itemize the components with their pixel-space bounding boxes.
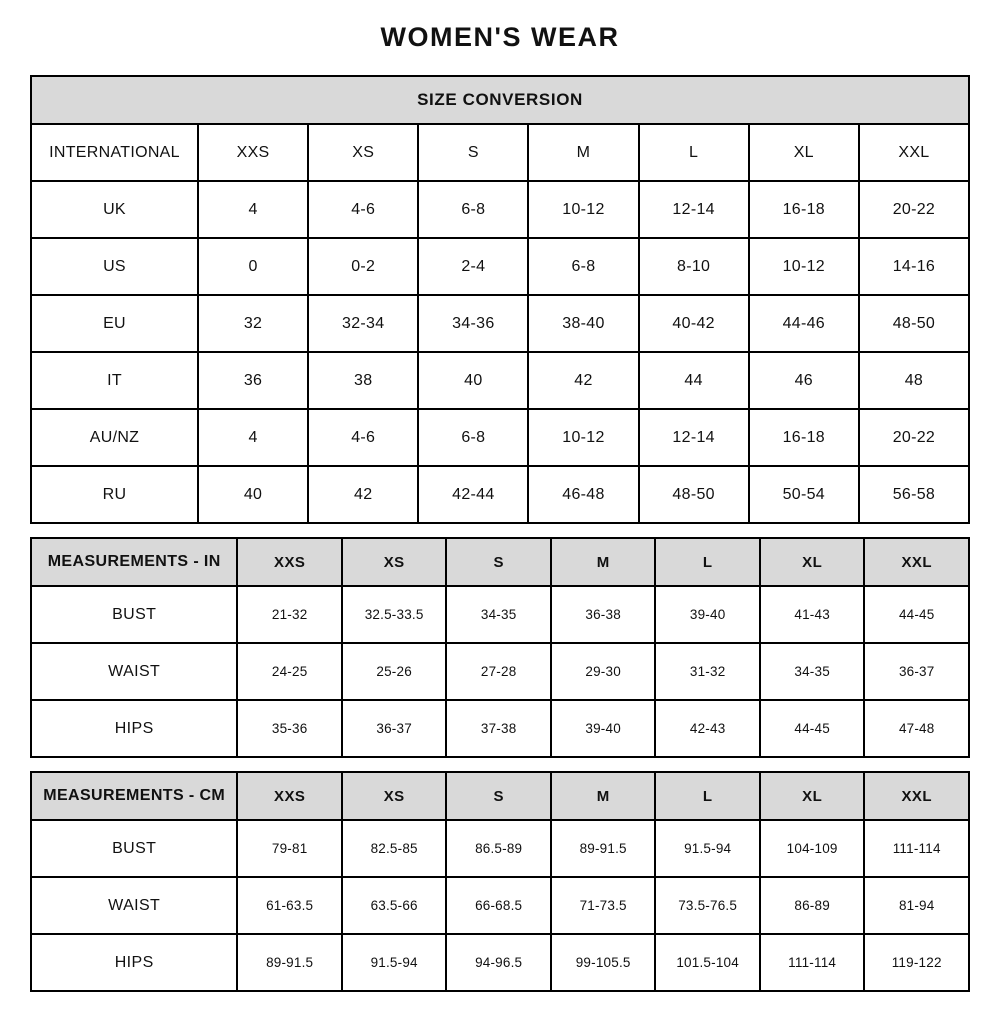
table-cell: 111-114 xyxy=(760,934,865,991)
table-cell: 71-73.5 xyxy=(551,877,656,934)
table-cell: 42 xyxy=(308,466,418,523)
table-cell: 4 xyxy=(198,181,308,238)
table-cell: 6-8 xyxy=(528,238,638,295)
row-label: HIPS xyxy=(31,700,237,757)
table-cell: XL xyxy=(749,124,859,181)
table-cell: XXL xyxy=(864,772,969,820)
table-cell: 34-36 xyxy=(418,295,528,352)
table-cell: 119-122 xyxy=(864,934,969,991)
table-cell: 27-28 xyxy=(446,643,551,700)
table-cell: 24-25 xyxy=(237,643,342,700)
table-cell: M xyxy=(528,124,638,181)
size-conversion-head xyxy=(31,76,969,124)
table-cell: 86-89 xyxy=(760,877,865,934)
row-label: US xyxy=(31,238,198,295)
table-cell: 47-48 xyxy=(864,700,969,757)
table-cell: 99-105.5 xyxy=(551,934,656,991)
row-label: UK xyxy=(31,181,198,238)
table-cell: 86.5-89 xyxy=(446,820,551,877)
table-cell: 8-10 xyxy=(639,238,749,295)
table-cell: 32 xyxy=(198,295,308,352)
table-cell: 94-96.5 xyxy=(446,934,551,991)
size-conversion-title: SIZE CONVERSION xyxy=(31,76,969,124)
table-cell: 40 xyxy=(198,466,308,523)
table-row xyxy=(31,877,969,934)
table-row xyxy=(31,76,969,124)
table-row xyxy=(31,700,969,757)
table-cell: 12-14 xyxy=(639,181,749,238)
row-label: RU xyxy=(31,466,198,523)
table-cell: 40 xyxy=(418,352,528,409)
table-cell: 16-18 xyxy=(749,181,859,238)
row-label: INTERNATIONAL xyxy=(31,124,198,181)
table-cell: 66-68.5 xyxy=(446,877,551,934)
table-cell: XXS xyxy=(198,124,308,181)
table-cell: 2-4 xyxy=(418,238,528,295)
row-label: AU/NZ xyxy=(31,409,198,466)
table-cell: 29-30 xyxy=(551,643,656,700)
table-cell: 46-48 xyxy=(528,466,638,523)
table-cell: XS xyxy=(342,538,447,586)
table-cell: XS xyxy=(342,772,447,820)
table-cell: 6-8 xyxy=(418,181,528,238)
row-label: IT xyxy=(31,352,198,409)
table-cell: 34-35 xyxy=(760,643,865,700)
table-row xyxy=(31,586,969,643)
table-cell: 73.5-76.5 xyxy=(655,877,760,934)
table-cell: 4-6 xyxy=(308,409,418,466)
table-cell: 10-12 xyxy=(528,181,638,238)
table-cell: 36-37 xyxy=(864,643,969,700)
table-cell: 20-22 xyxy=(859,181,969,238)
row-label: BUST xyxy=(31,820,237,877)
table-cell: 111-114 xyxy=(864,820,969,877)
table-cell: 0 xyxy=(198,238,308,295)
table-cell: 6-8 xyxy=(418,409,528,466)
table-cell: S xyxy=(418,124,528,181)
table-cell: XXS xyxy=(237,772,342,820)
table-cell: 61-63.5 xyxy=(237,877,342,934)
row-label: EU xyxy=(31,295,198,352)
table-row xyxy=(31,466,969,523)
table-cell: 39-40 xyxy=(551,700,656,757)
table-cell: 25-26 xyxy=(342,643,447,700)
measurements-cm-body xyxy=(31,820,969,991)
table-cell: 46 xyxy=(749,352,859,409)
table-cell: S xyxy=(446,772,551,820)
table-row xyxy=(31,181,969,238)
table-row xyxy=(31,820,969,877)
page-title: WOMEN'S WEAR xyxy=(380,22,620,52)
table-row xyxy=(31,352,969,409)
table-cell: XL xyxy=(760,772,865,820)
table-cell: 63.5-66 xyxy=(342,877,447,934)
table-cell: 14-16 xyxy=(859,238,969,295)
table-cell: L xyxy=(639,124,749,181)
table-cell: 4-6 xyxy=(308,181,418,238)
table-cell: 34-35 xyxy=(446,586,551,643)
table-row xyxy=(31,124,969,181)
table-cell: 89-91.5 xyxy=(237,934,342,991)
row-label: HIPS xyxy=(31,934,237,991)
table-cell: L xyxy=(655,538,760,586)
table-cell: 44 xyxy=(639,352,749,409)
table-cell: 21-32 xyxy=(237,586,342,643)
table-cell: 50-54 xyxy=(749,466,859,523)
table-cell: 0-2 xyxy=(308,238,418,295)
table-cell: 48-50 xyxy=(859,295,969,352)
table-row xyxy=(31,643,969,700)
size-conversion-table xyxy=(30,75,970,524)
table-cell: 104-109 xyxy=(760,820,865,877)
table-cell: 44-45 xyxy=(760,700,865,757)
table-cell: 38-40 xyxy=(528,295,638,352)
table-cell: 81-94 xyxy=(864,877,969,934)
table-cell: M xyxy=(551,538,656,586)
table-cell: 35-36 xyxy=(237,700,342,757)
table-cell: 56-58 xyxy=(859,466,969,523)
table-cell: 89-91.5 xyxy=(551,820,656,877)
row-label: MEASUREMENTS - CM xyxy=(31,772,237,820)
table-cell: 36 xyxy=(198,352,308,409)
table-cell: 31-32 xyxy=(655,643,760,700)
measurements-in-body xyxy=(31,586,969,757)
table-row xyxy=(31,772,969,820)
table-cell: 16-18 xyxy=(749,409,859,466)
table-cell: 44-46 xyxy=(749,295,859,352)
table-cell: XS xyxy=(308,124,418,181)
table-cell: 38 xyxy=(308,352,418,409)
table-row xyxy=(31,538,969,586)
table-cell: 91.5-94 xyxy=(342,934,447,991)
table-cell: 41-43 xyxy=(760,586,865,643)
table-cell: 12-14 xyxy=(639,409,749,466)
table-cell: 48-50 xyxy=(639,466,749,523)
table-cell: 37-38 xyxy=(446,700,551,757)
table-row xyxy=(31,409,969,466)
table-cell: 39-40 xyxy=(655,586,760,643)
row-label: MEASUREMENTS - IN xyxy=(31,538,237,586)
row-label: WAIST xyxy=(31,877,237,934)
table-cell: XXS xyxy=(237,538,342,586)
table-cell: M xyxy=(551,772,656,820)
table-cell: 36-38 xyxy=(551,586,656,643)
table-cell: XXL xyxy=(864,538,969,586)
table-cell: 42 xyxy=(528,352,638,409)
table-cell: 32.5-33.5 xyxy=(342,586,447,643)
size-conversion-body xyxy=(31,124,969,523)
table-cell: 10-12 xyxy=(528,409,638,466)
table-cell: XL xyxy=(760,538,865,586)
table-cell: 40-42 xyxy=(639,295,749,352)
table-cell: 48 xyxy=(859,352,969,409)
table-cell: 4 xyxy=(198,409,308,466)
table-cell: 91.5-94 xyxy=(655,820,760,877)
table-row xyxy=(31,934,969,991)
table-cell: 42-44 xyxy=(418,466,528,523)
row-label: WAIST xyxy=(31,643,237,700)
table-cell: 79-81 xyxy=(237,820,342,877)
table-cell: 42-43 xyxy=(655,700,760,757)
table-cell: 32-34 xyxy=(308,295,418,352)
table-cell: 101.5-104 xyxy=(655,934,760,991)
table-cell: 36-37 xyxy=(342,700,447,757)
table-cell: 10-12 xyxy=(749,238,859,295)
measurements-in-head xyxy=(31,538,969,586)
table-cell: 44-45 xyxy=(864,586,969,643)
table-cell: 82.5-85 xyxy=(342,820,447,877)
table-row xyxy=(31,238,969,295)
table-cell: L xyxy=(655,772,760,820)
table-cell: 20-22 xyxy=(859,409,969,466)
table-cell: XXL xyxy=(859,124,969,181)
measurements-cm-head xyxy=(31,772,969,820)
table-cell: S xyxy=(446,538,551,586)
row-label: BUST xyxy=(31,586,237,643)
measurements-cm-table xyxy=(30,771,970,992)
measurements-in-table xyxy=(30,537,970,758)
table-row xyxy=(31,295,969,352)
